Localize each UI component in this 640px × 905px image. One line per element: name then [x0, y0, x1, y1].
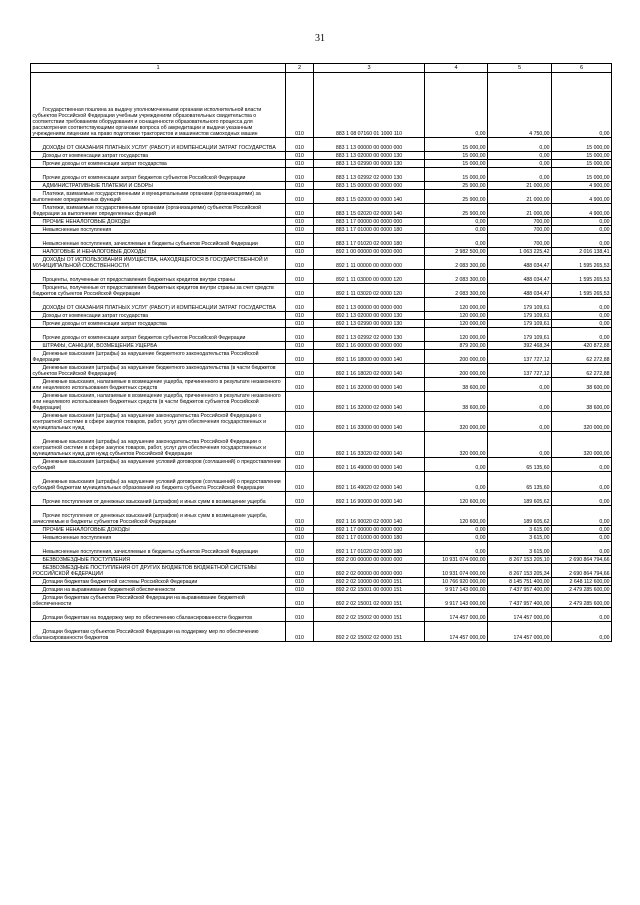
row-value-col4: 879 200,00 [425, 342, 488, 350]
row-budget-code: 883 1 08 07160 01 1000 110 [314, 73, 425, 138]
row-value-col4: 25 900,00 [425, 204, 488, 218]
row-value-col6: 2 690 864 794,66 [552, 556, 612, 564]
row-value-col5: 179 109,61 [488, 312, 552, 320]
row-value-col5: 174 457 000,00 [488, 622, 552, 642]
row-value-col5: 137 727,12 [488, 350, 552, 364]
row-name: Невыясненные поступления [31, 226, 286, 234]
row-value-col6: 0,00 [552, 534, 612, 542]
table-body [31, 73, 612, 642]
row-name: ШТРАФЫ, САНКЦИИ, ВОЗМЕЩЕНИЕ УЩЕРБА [31, 342, 286, 350]
row-name: Дотации бюджетам субъектов Российской Федерации на поддержку мер по обеспечению сбалансированности бюджетов [31, 622, 286, 642]
row-budget-code: 892 1 16 49000 00 0000 140 [314, 458, 425, 472]
row-value-col4: 9 917 143 000,00 [425, 594, 488, 608]
row-line-code: 010 [286, 284, 314, 298]
row-budget-code: 892 1 16 00000 00 0000 000 [314, 342, 425, 350]
row-name: ДОХОДЫ ОТ ИСПОЛЬЗОВАНИЯ ИМУЩЕСТВА, НАХОДЯЩЕГОСЯ В ГОСУДАРСТВЕННОЙ И МУНИЦИПАЛЬНОЙ СОБСТВЕННОСТИ [31, 256, 286, 270]
row-value-col6: 2 016 138,41 [552, 248, 612, 256]
row-budget-code: 883 1 17 00000 00 0000 000 [314, 218, 425, 226]
row-budget-code: 883 1 13 00000 00 0000 000 [314, 138, 425, 152]
row-value-col6: 0,00 [552, 608, 612, 622]
row-line-code: 010 [286, 190, 314, 204]
row-budget-code: 892 1 11 00000 00 0000 000 [314, 256, 425, 270]
table-row [31, 608, 612, 622]
row-budget-code: 892 2 02 15002 00 0000 151 [314, 608, 425, 622]
row-budget-code: 883 1 13 02000 00 0000 130 [314, 152, 425, 160]
row-budget-code: 892 1 13 02000 00 0000 130 [314, 312, 425, 320]
row-value-col6: 0,00 [552, 506, 612, 526]
row-line-code: 010 [286, 160, 314, 168]
row-value-col4: 2 982 500,00 [425, 248, 488, 256]
row-name: Прочие поступления от денежных взысканий (штрафов) и иных сумм в возмещение ущерба, зачисляемые в бюджеты субъектов Российской Федерации [31, 506, 286, 526]
row-budget-code: 883 1 17 01000 00 0000 180 [314, 226, 425, 234]
row-value-col5: 488 034,47 [488, 270, 552, 284]
row-value-col4: 15 000,00 [425, 168, 488, 182]
row-value-col5: 0,00 [488, 152, 552, 160]
row-value-col5: 0,00 [488, 378, 552, 392]
table-row [31, 190, 612, 204]
header-col-1: 1 [31, 64, 286, 73]
row-budget-code: 892 1 16 49020 02 0000 140 [314, 472, 425, 492]
header-col-3: 3 [314, 64, 425, 73]
row-line-code: 010 [286, 526, 314, 534]
row-value-col6: 320 000,00 [552, 432, 612, 458]
table-row [31, 432, 612, 458]
row-line-code: 010 [286, 234, 314, 248]
row-budget-code: 883 1 13 02992 02 0000 130 [314, 168, 425, 182]
row-name: Проценты, полученные от предоставления бюджетных кредитов внутри страны за счет средств бюджетов субъектов Российской Федерации [31, 284, 286, 298]
row-value-col4: 25 900,00 [425, 182, 488, 190]
row-name: НАЛОГОВЫЕ И НЕНАЛОГОВЫЕ ДОХОДЫ [31, 248, 286, 256]
row-value-col4: 0,00 [425, 73, 488, 138]
table-row [31, 392, 612, 412]
row-value-col5: 65 135,60 [488, 458, 552, 472]
table-row [31, 412, 612, 432]
row-line-code: 010 [286, 578, 314, 586]
table-row [31, 248, 612, 256]
row-name: ДОХОДЫ ОТ ОКАЗАНИЯ ПЛАТНЫХ УСЛУГ (РАБОТ) И КОМПЕНСАЦИИ ЗАТРАТ ГОСУДАРСТВА [31, 298, 286, 312]
table-row [31, 586, 612, 594]
row-value-col4: 120 000,00 [425, 298, 488, 312]
row-value-col4: 15 000,00 [425, 160, 488, 168]
row-name: Дотации бюджетам бюджетной системы Российской Федерации [31, 578, 286, 586]
row-line-code: 010 [286, 392, 314, 412]
row-value-col4: 0,00 [425, 526, 488, 534]
row-value-col6: 4 900,00 [552, 182, 612, 190]
row-value-col5: 700,00 [488, 234, 552, 248]
row-budget-code: 892 1 11 03000 00 0000 120 [314, 270, 425, 284]
row-value-col4: 10 931 074 000,00 [425, 564, 488, 578]
row-value-col4: 15 000,00 [425, 152, 488, 160]
row-value-col6: 0,00 [552, 526, 612, 534]
row-name: Невыясненные поступления, зачисляемые в бюджеты субъектов Российской Федерации [31, 542, 286, 556]
row-value-col4: 174 457 000,00 [425, 608, 488, 622]
row-value-col5: 21 000,00 [488, 204, 552, 218]
table-row [31, 226, 612, 234]
row-value-col6: 15 000,00 [552, 138, 612, 152]
row-budget-code: 892 1 13 00000 00 0000 000 [314, 298, 425, 312]
row-value-col6: 1 595 265,53 [552, 256, 612, 270]
table-row [31, 73, 612, 138]
header-col-2: 2 [286, 64, 314, 73]
row-name: Государственная пошлина за выдачу уполномоченными органами исполнительной власти субъектов Российской Федерации учебным учреждениям образовательных свидетельства о соответствии требованиям оборудования и оснащенности образовательного процесса для рассмотрения соответствующими органами вопроса об аккредитации и выдачи указанным учреждениям лицензии на право подготовки трактористов и машинистов самоходных машин [31, 73, 286, 138]
row-line-code: 010 [286, 312, 314, 320]
row-line-code: 010 [286, 320, 314, 328]
row-budget-code: 883 1 15 02020 02 0000 140 [314, 204, 425, 218]
table-row [31, 594, 612, 608]
row-line-code: 010 [286, 622, 314, 642]
row-value-col5: 8 267 153 205,10 [488, 556, 552, 564]
row-value-col4: 15 000,00 [425, 138, 488, 152]
row-value-col5: 700,00 [488, 218, 552, 226]
revenue-table [30, 63, 612, 642]
row-budget-code: 892 1 11 03020 02 0000 120 [314, 284, 425, 298]
row-line-code: 010 [286, 248, 314, 256]
row-value-col4: 0,00 [425, 218, 488, 226]
row-budget-code: 892 1 16 32000 02 0000 140 [314, 392, 425, 412]
row-value-col5: 392 468,34 [488, 342, 552, 350]
row-value-col5: 179 109,61 [488, 320, 552, 328]
row-value-col4: 2 083 300,00 [425, 270, 488, 284]
row-line-code: 010 [286, 218, 314, 226]
row-budget-code: 892 2 02 10000 00 0000 151 [314, 578, 425, 586]
row-name: Прочие доходы от компенсации затрат государства [31, 160, 286, 168]
row-value-col4: 10 931 074 000,00 [425, 556, 488, 564]
row-budget-code: 892 1 16 32000 00 0000 140 [314, 378, 425, 392]
row-value-col5: 3 615,00 [488, 542, 552, 556]
row-name: Доходы от компенсации затрат государства [31, 312, 286, 320]
row-value-col4: 0,00 [425, 542, 488, 556]
page-number: 31 [315, 33, 325, 44]
row-name: Доходы от компенсации затрат государства [31, 152, 286, 160]
row-budget-code: 892 1 16 33000 00 0000 140 [314, 412, 425, 432]
row-value-col5: 0,00 [488, 168, 552, 182]
header-col-4: 4 [425, 64, 488, 73]
row-name: Невыясненные поступления, зачисляемые в бюджеты субъектов Российской Федерации [31, 234, 286, 248]
row-value-col6: 0,00 [552, 492, 612, 506]
table-row [31, 298, 612, 312]
row-value-col4: 320 000,00 [425, 412, 488, 432]
row-name: Денежные взыскания (штрафы) за нарушение условий договоров (соглашений) о предоставлении субсидий бюджетам муниципальных образований из бюджета субъекта Российской Федерации [31, 472, 286, 492]
row-budget-code: 892 1 17 01020 02 0000 180 [314, 542, 425, 556]
row-line-code: 010 [286, 152, 314, 160]
row-name: Денежные взыскания (штрафы) за нарушение условий договоров (соглашений) о предоставлении субсидий [31, 458, 286, 472]
row-budget-code: 892 2 02 00000 00 0000 000 [314, 564, 425, 578]
row-name: БЕЗВОЗМЕЗДНЫЕ ПОСТУПЛЕНИЯ ОТ ДРУГИХ БЮДЖЕТОВ БЮДЖЕТНОЙ СИСТЕМЫ РОССИЙСКОЙ ФЕДЕРАЦИИ [31, 564, 286, 578]
row-name: Денежные взыскания, налагаемые в возмещение ущерба, причиненного в результате незаконного или нецелевого использования бюджетных средств (в части бюджетов субъектов Российской Федерации) [31, 392, 286, 412]
row-name: Дотации бюджетам субъектов Российской Федерации на выравнивание бюджетной обеспеченности [31, 594, 286, 608]
row-value-col4: 10 766 920 000,00 [425, 578, 488, 586]
row-budget-code: 892 1 16 18000 00 0000 140 [314, 350, 425, 364]
header-col-6: 6 [552, 64, 612, 73]
table-row [31, 542, 612, 556]
row-line-code: 010 [286, 270, 314, 284]
row-value-col6: 0,00 [552, 472, 612, 492]
table-row [31, 506, 612, 526]
row-value-col5: 700,00 [488, 226, 552, 234]
table-row [31, 312, 612, 320]
row-value-col6: 15 000,00 [552, 160, 612, 168]
table-row [31, 472, 612, 492]
row-value-col5: 179 109,61 [488, 328, 552, 342]
row-value-col5: 8 267 153 205,34 [488, 564, 552, 578]
table-header [31, 64, 612, 73]
row-line-code: 010 [286, 594, 314, 608]
table-row [31, 564, 612, 578]
row-line-code: 010 [286, 182, 314, 190]
table-row [31, 364, 612, 378]
row-value-col4: 0,00 [425, 472, 488, 492]
row-name: Денежные взыскания (штрафы) за нарушение бюджетного законодательства Российской Федерации [31, 350, 286, 364]
row-value-col4: 120 000,00 [425, 328, 488, 342]
row-name: ПРОЧИЕ НЕНАЛОГОВЫЕ ДОХОДЫ [31, 218, 286, 226]
row-value-col4: 200 000,00 [425, 364, 488, 378]
table-row [31, 218, 612, 226]
row-value-col5: 4 750,00 [488, 73, 552, 138]
table-row [31, 256, 612, 270]
row-name: АДМИНИСТРАТИВНЫЕ ПЛАТЕЖИ И СБОРЫ [31, 182, 286, 190]
row-line-code: 010 [286, 226, 314, 234]
row-line-code: 010 [286, 564, 314, 578]
row-line-code: 010 [286, 168, 314, 182]
table-row [31, 152, 612, 160]
row-value-col4: 0,00 [425, 534, 488, 542]
header-row [31, 64, 612, 73]
table-row [31, 270, 612, 284]
row-value-col6: 0,00 [552, 218, 612, 226]
row-value-col5: 21 000,00 [488, 190, 552, 204]
row-value-col5: 65 135,60 [488, 472, 552, 492]
row-value-col5: 3 615,00 [488, 534, 552, 542]
row-value-col5: 7 437 957 400,00 [488, 594, 552, 608]
row-name: Денежные взыскания (штрафы) за нарушение законодательства Российской Федерации о контрактной системе в сфере закупок товаров, работ, услуг для обеспечения государственных и муниципальных нужд [31, 412, 286, 432]
row-line-code: 010 [286, 608, 314, 622]
row-budget-code: 892 1 17 01000 00 0000 180 [314, 534, 425, 542]
row-name: Прочие поступления от денежных взысканий (штрафов) и иных сумм в возмещение ущерба [31, 492, 286, 506]
row-value-col4: 120 600,00 [425, 506, 488, 526]
row-name: Денежные взыскания, налагаемые в возмещение ущерба, причиненного в результате незаконного или нецелевого использования бюджетных средств [31, 378, 286, 392]
row-value-col6: 0,00 [552, 73, 612, 138]
row-value-col6: 1 595 265,53 [552, 270, 612, 284]
row-line-code: 010 [286, 412, 314, 432]
row-budget-code: 892 1 17 00000 00 0000 000 [314, 526, 425, 534]
row-value-col4: 0,00 [425, 234, 488, 248]
row-value-col6: 15 000,00 [552, 168, 612, 182]
row-budget-code: 892 1 16 90000 00 0000 140 [314, 492, 425, 506]
row-value-col6: 2 690 864 794,66 [552, 564, 612, 578]
row-line-code: 010 [286, 458, 314, 472]
row-value-col4: 9 917 143 000,00 [425, 586, 488, 594]
row-value-col6: 0,00 [552, 226, 612, 234]
row-value-col6: 1 595 265,53 [552, 284, 612, 298]
row-value-col4: 25 900,00 [425, 190, 488, 204]
row-value-col5: 0,00 [488, 160, 552, 168]
row-value-col5: 189 605,62 [488, 506, 552, 526]
row-value-col5: 137 727,12 [488, 364, 552, 378]
table-row [31, 320, 612, 328]
header-col-5: 5 [488, 64, 552, 73]
table-row [31, 160, 612, 168]
row-value-col5: 0,00 [488, 392, 552, 412]
row-line-code: 010 [286, 298, 314, 312]
row-line-code: 010 [286, 73, 314, 138]
row-budget-code: 892 1 16 90020 02 0000 140 [314, 506, 425, 526]
table-row [31, 182, 612, 190]
row-value-col6: 320 000,00 [552, 412, 612, 432]
table-row [31, 556, 612, 564]
row-value-col5: 189 605,62 [488, 492, 552, 506]
row-value-col5: 7 437 957 400,00 [488, 586, 552, 594]
row-value-col5: 174 457 000,00 [488, 608, 552, 622]
table-row [31, 138, 612, 152]
row-value-col4: 38 600,00 [425, 392, 488, 412]
row-value-col6: 38 600,00 [552, 378, 612, 392]
row-line-code: 010 [286, 556, 314, 564]
row-line-code: 010 [286, 342, 314, 350]
row-value-col5: 1 063 225,42 [488, 248, 552, 256]
row-line-code: 010 [286, 256, 314, 270]
row-budget-code: 883 1 13 02990 00 0000 130 [314, 160, 425, 168]
table-row [31, 234, 612, 248]
row-value-col5: 488 034,47 [488, 256, 552, 270]
row-name: Платежи, взимаемые государственными и муниципальными органами (организациями) за выполнение определенных функций [31, 190, 286, 204]
row-name: Дотации на выравнивание бюджетной обеспеченности [31, 586, 286, 594]
table-row [31, 492, 612, 506]
row-value-col6: 2 648 112 600,00 [552, 578, 612, 586]
row-name: БЕЗВОЗМЕЗДНЫЕ ПОСТУПЛЕНИЯ [31, 556, 286, 564]
row-value-col6: 420 872,88 [552, 342, 612, 350]
row-value-col6: 0,00 [552, 320, 612, 328]
row-name: ДОХОДЫ ОТ ОКАЗАНИЯ ПЛАТНЫХ УСЛУГ (РАБОТ) И КОМПЕНСАЦИИ ЗАТРАТ ГОСУДАРСТВА [31, 138, 286, 152]
row-name: ПРОЧИЕ НЕНАЛОГОВЫЕ ДОХОДЫ [31, 526, 286, 534]
row-value-col6: 0,00 [552, 542, 612, 556]
row-name: Прочие доходы от компенсации затрат государства [31, 320, 286, 328]
row-line-code: 010 [286, 432, 314, 458]
row-value-col6: 62 272,88 [552, 350, 612, 364]
table-row [31, 204, 612, 218]
row-value-col6: 38 600,00 [552, 392, 612, 412]
row-budget-code: 892 1 00 00000 00 0000 000 [314, 248, 425, 256]
row-value-col6: 0,00 [552, 622, 612, 642]
row-line-code: 010 [286, 542, 314, 556]
row-name: Прочие доходы от компенсации затрат бюджетов субъектов Российской Федерации [31, 168, 286, 182]
row-value-col4: 2 083 300,00 [425, 256, 488, 270]
row-line-code: 010 [286, 506, 314, 526]
table-row [31, 458, 612, 472]
row-value-col6: 0,00 [552, 298, 612, 312]
row-value-col5: 21 000,00 [488, 182, 552, 190]
row-value-col4: 0,00 [425, 226, 488, 234]
row-value-col6: 0,00 [552, 458, 612, 472]
row-line-code: 010 [286, 204, 314, 218]
row-value-col4: 38 600,00 [425, 378, 488, 392]
row-value-col6: 0,00 [552, 234, 612, 248]
row-value-col5: 488 034,47 [488, 284, 552, 298]
row-value-col4: 120 000,00 [425, 320, 488, 328]
row-line-code: 010 [286, 472, 314, 492]
row-budget-code: 883 1 15 00000 00 0000 000 [314, 182, 425, 190]
row-line-code: 010 [286, 492, 314, 506]
row-line-code: 010 [286, 586, 314, 594]
row-line-code: 010 [286, 364, 314, 378]
row-value-col6: 4 900,00 [552, 204, 612, 218]
table-row [31, 328, 612, 342]
row-budget-code: 883 1 15 02000 00 0000 140 [314, 190, 425, 204]
row-value-col4: 174 457 000,00 [425, 622, 488, 642]
row-value-col6: 0,00 [552, 328, 612, 342]
row-value-col6: 62 272,88 [552, 364, 612, 378]
row-name: Дотации бюджетам на поддержку мер по обеспечению сбалансированности бюджетов [31, 608, 286, 622]
table-row [31, 534, 612, 542]
row-name: Денежные взыскания (штрафы) за нарушение законодательства Российской Федерации о контрактной системе в сфере закупок товаров, работ, услуг для обеспечения государственных и муниципальных нужд для нужд субъектов Российской Федерации [31, 432, 286, 458]
row-budget-code: 883 1 17 01020 02 0000 180 [314, 234, 425, 248]
row-budget-code: 892 2 02 15001 02 0000 151 [314, 594, 425, 608]
row-line-code: 010 [286, 378, 314, 392]
row-value-col6: 2 479 285 600,00 [552, 594, 612, 608]
row-value-col4: 200 000,00 [425, 350, 488, 364]
table-row [31, 350, 612, 364]
row-name: Проценты, полученные от предоставления бюджетных кредитов внутри страны [31, 270, 286, 284]
row-value-col5: 0,00 [488, 138, 552, 152]
row-value-col4: 120 000,00 [425, 312, 488, 320]
row-value-col5: 0,00 [488, 432, 552, 458]
row-value-col6: 2 479 285 600,00 [552, 586, 612, 594]
row-value-col5: 0,00 [488, 412, 552, 432]
row-budget-code: 892 2 00 00000 00 0000 000 [314, 556, 425, 564]
row-name: Денежные взыскания (штрафы) за нарушение бюджетного законодательства (в части бюджетов субъектов Российской Федерации) [31, 364, 286, 378]
table-row [31, 622, 612, 642]
row-value-col4: 2 083 300,00 [425, 284, 488, 298]
row-line-code: 010 [286, 138, 314, 152]
table-row [31, 284, 612, 298]
row-budget-code: 892 2 02 15002 02 0000 151 [314, 622, 425, 642]
row-value-col6: 0,00 [552, 312, 612, 320]
row-value-col5: 8 145 751 400,00 [488, 578, 552, 586]
table-row [31, 578, 612, 586]
table-row [31, 378, 612, 392]
row-value-col5: 3 615,00 [488, 526, 552, 534]
table-row [31, 168, 612, 182]
row-budget-code: 892 1 16 18020 02 0000 140 [314, 364, 425, 378]
row-value-col5: 179 109,61 [488, 298, 552, 312]
row-value-col6: 15 000,00 [552, 152, 612, 160]
row-line-code: 010 [286, 534, 314, 542]
row-budget-code: 892 2 02 15001 00 0000 151 [314, 586, 425, 594]
table-row [31, 342, 612, 350]
row-budget-code: 892 1 16 33020 02 0000 140 [314, 432, 425, 458]
row-budget-code: 892 1 13 02990 00 0000 130 [314, 320, 425, 328]
row-line-code: 010 [286, 328, 314, 342]
row-value-col4: 320 000,00 [425, 432, 488, 458]
row-value-col4: 0,00 [425, 458, 488, 472]
row-name: Платежи, взимаемые государственными органами (организациями) субъектов Российской Федерации за выполнение определенных функций [31, 204, 286, 218]
table-row [31, 526, 612, 534]
row-name: Прочие доходы от компенсации затрат бюджетов субъектов Российской Федерации [31, 328, 286, 342]
row-budget-code: 892 1 13 02992 02 0000 130 [314, 328, 425, 342]
row-value-col6: 4 900,00 [552, 190, 612, 204]
row-name: Невыясненные поступления [31, 534, 286, 542]
row-line-code: 010 [286, 350, 314, 364]
row-value-col4: 120 600,00 [425, 492, 488, 506]
